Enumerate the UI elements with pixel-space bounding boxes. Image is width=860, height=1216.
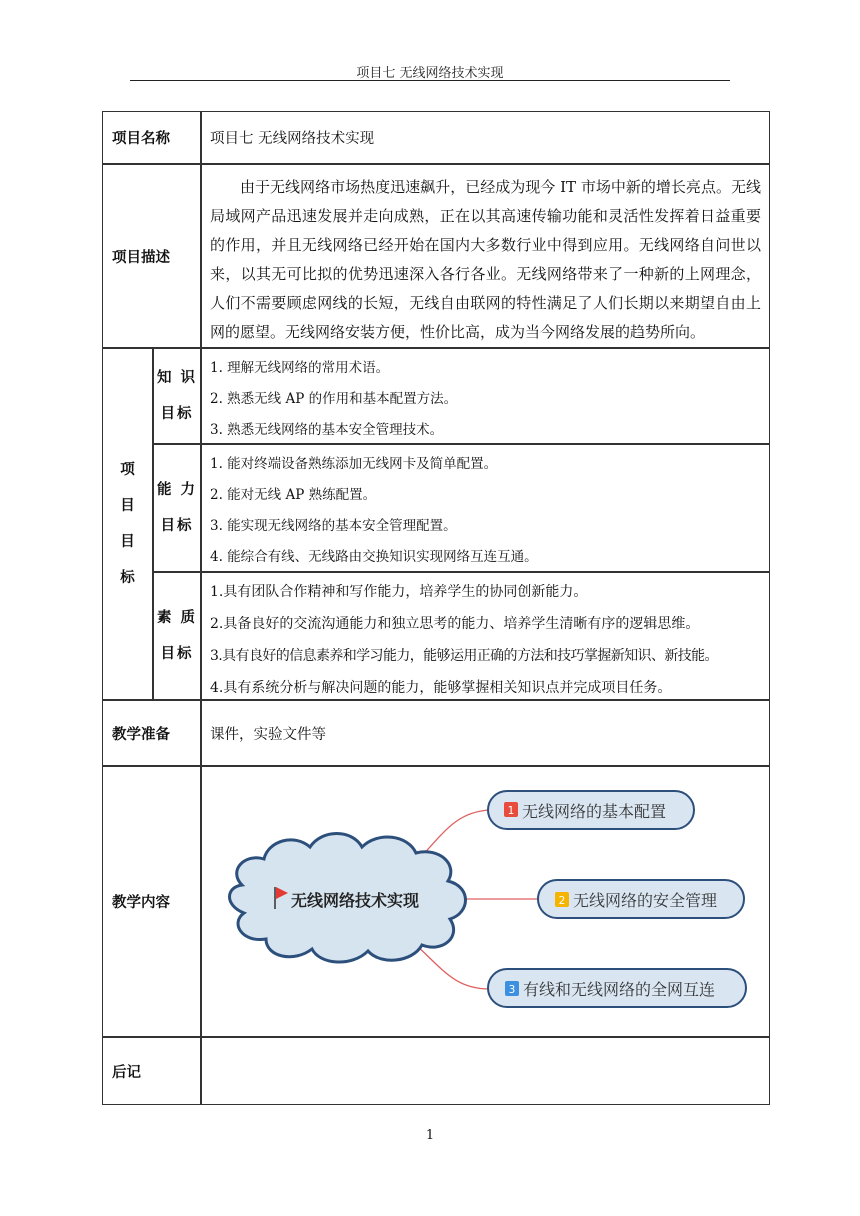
branch-text: 无线网络的安全管理 xyxy=(573,891,718,910)
project-desc-text: 由于无线网络市场热度迅速飙升，已经成为现今 IT 市场中新的增长亮点。无线局域网产品迅速发展并走向成熟，正在以其高速传输功能和灵活性发挥着日益重要的作用，并且无线网络已经开始在国内大多数行业中得到应用。无线网络自问世以来，以其无可比拟的优势迅速深入各行各业。无线网络带来了一种新的上网理念，人们不需要顾虑网线的长短，无线自由联网的特性满足了人们长期以来期望自由上网的愿望。无线网络安装方便，性价比高，成为当今网络发展的趋势所向。 xyxy=(201,164,770,348)
mindmap-branch-2 xyxy=(538,880,744,918)
list-item: 4. 能综合有线、无线路由交换知识实现网络互连互通。 xyxy=(210,549,538,565)
mindmap-center-text: 无线网络技术实现 xyxy=(291,891,420,910)
quality-goal-list xyxy=(201,572,770,700)
quality-goal-label xyxy=(153,572,201,700)
content-mindmap-cell xyxy=(201,766,770,1037)
ability-goal-list xyxy=(201,444,770,572)
list-item: 4.具有系统分析与解决问题的能力，能够掌握相关知识点并完成项目任务。 xyxy=(210,680,672,696)
quality-goal-label-line: 目标 xyxy=(160,646,194,662)
list-item: 1.具有团队合作精神和写作能力，培养学生的协同创新能力。 xyxy=(210,584,588,600)
branch-number: 3 xyxy=(508,984,516,996)
list-item: 1. 能对终端设备熟练添加无线网卡及简单配置。 xyxy=(210,456,498,472)
goals-label-char: 项 xyxy=(120,462,135,478)
list-item: 1. 理解无线网络的常用术语。 xyxy=(210,360,390,376)
knowledge-goal-label-line: 知 识 xyxy=(156,370,198,386)
list-item: 3. 能实现无线网络的基本安全管理配置。 xyxy=(210,518,457,534)
ability-goal-label-line: 目标 xyxy=(160,518,194,534)
header-rule xyxy=(130,80,730,81)
project-name-label: 项目名称 xyxy=(102,111,201,164)
knowledge-goal-label-line: 目标 xyxy=(160,406,194,422)
goals-label-char: 目 xyxy=(120,534,135,550)
mindmap xyxy=(202,767,769,1036)
page-header-title: 项目七 无线网络技术实现 xyxy=(356,66,504,81)
project-desc-label: 项目描述 xyxy=(102,164,201,348)
list-item: 2. 能对无线 AP 熟练配置。 xyxy=(210,487,377,503)
goals-label-char: 标 xyxy=(120,570,135,586)
mindmap-branch-1 xyxy=(488,791,694,829)
project-name-value: 项目七 无线网络技术实现 xyxy=(201,111,770,164)
knowledge-goal-label xyxy=(153,348,201,444)
knowledge-goal-list xyxy=(201,348,770,444)
preparation-label: 教学准备 xyxy=(102,700,201,766)
mindmap-branch-3 xyxy=(488,969,746,1007)
quality-goal-label-line: 素 质 xyxy=(156,610,198,626)
postscript-value xyxy=(201,1037,770,1105)
list-item: 3. 熟悉无线网络的基本安全管理技术。 xyxy=(210,422,444,438)
branch-number: 1 xyxy=(507,805,515,817)
list-item: 2. 熟悉无线 AP 的作用和基本配置方法。 xyxy=(210,391,458,407)
content-label: 教学内容 xyxy=(102,766,201,1037)
goals-label-char: 目 xyxy=(120,498,135,514)
postscript-label: 后记 xyxy=(102,1037,201,1105)
list-item: 2.具备良好的交流沟通能力和独立思考的能力、培养学生清晰有序的逻辑思维。 xyxy=(210,616,700,632)
branch-number: 2 xyxy=(558,895,566,907)
branch-text: 有线和无线网络的全网互连 xyxy=(523,980,716,999)
ability-goal-label xyxy=(153,444,201,572)
branch-text: 无线网络的基本配置 xyxy=(522,802,667,821)
ability-goal-label-line: 能 力 xyxy=(156,482,198,498)
goals-label xyxy=(102,348,153,700)
page-number: 1 xyxy=(425,1128,435,1143)
preparation-value: 课件，实验文件等 xyxy=(201,700,770,766)
list-item: 3.具有良好的信息素养和学习能力，能够运用正确的方法和技巧掌握新知识、新技能。 xyxy=(210,648,718,664)
